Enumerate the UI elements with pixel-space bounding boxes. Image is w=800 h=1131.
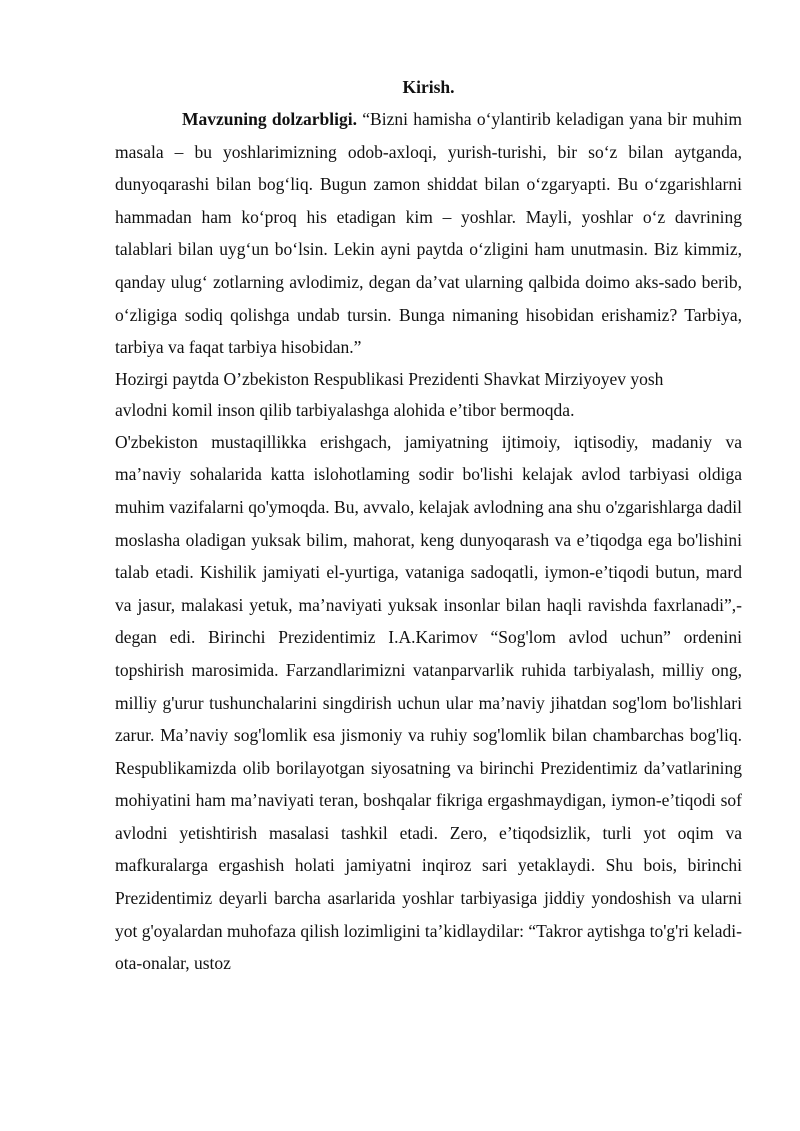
paragraph-independence: O'zbekiston mustaqillikka erishgach, jamiyatning ijtimoiy, iqtisodiy, madaniy va ma’naviy sohalarida katta islohotlaming sodir bo'lishi kelajak avlod tarbiyasi oldiga muhim vazifalarni qo'ymoqda. Bu, avvalo, kelajak avlodning ana shu o'zgarishlarga dadil moslasha oladigan yuksak bilim, mahorat, keng dunyoqarash va e’tiqodga ega bo'lishini talab etadi. Kishilik jamiyati el-yurtiga, vataniga sadoqatli, iymon-e’tiqodi butun, mard va jasur, malakasi yetuk, ma’naviyati yuksak insonlar bilan haqli ravishda faxrlanadi”,-degan edi. Birinchi Prezidentimiz I.A.Karimov “Sog'lom avlod uchun” ordenini topshirish marosimida. Farzandlarimizni vatanparvarlik ruhida tarbiyalash, milliy ong, milliy g'urur tushunchalarini singdirish uchun ular ma’naviy jihatdan sog'lom bo'lishlari zarur. Ma’naviy sog'lomlik esa jismoniy va ruhiy sog'lomlik bilan chambarchas bog'liq. Respublikamizda olib borilayotgan siyosatning va birinchi Prezidentimiz da’vatlarining mohiyatini ham ma’naviyati teran, boshqalar fikriga ergashmaydigan, iymon-e’tiqodi sof avlodni yetishtirish masalasi tashkil etadi. Zero, e’tiqodsizlik, turli yot oqim va mafkuralarga ergashish holati jamiyatni inqiroz sari yetaklaydi. Shu bois, birinchi Prezidentimiz deyarli barcha asarlarida yoshlar tarbiyasiga jiddiy yondoshish va ularni yot g'oyalardan muhofaza qilish lozimligini ta’kidlaydilar: “Takror aytishga to'g'ri keladi-ota-onalar, ustoz [115, 431, 742, 974]
paragraph-president-line-1: Hozirgi paytda O’zbekiston Respublikasi Prezidenti Shavkat Mirziyoyev yosh [115, 368, 664, 389]
intro-lead-heading: Mavzuning dolzarbligi. [182, 109, 357, 129]
paragraph-president-line-2: avlodni komil inson qilib tarbiyalashga alohida e’tibor bermoqda. [115, 399, 575, 420]
intro-paragraph [115, 103, 742, 364]
document-page [115, 72, 742, 980]
document-title: Kirish. [402, 77, 455, 97]
paragraph-president [115, 364, 742, 426]
intro-quote: “Bizni hamisha oʻylantirib keladigan yana bir muhim masala – bu yoshlarimizning odob-axloqi, yurish-turishi, bir soʻz bilan aytganda, dunyoqarashi bilan bogʻliq. Bugun zamon shiddat bilan oʻzgaryapti. Bu oʻzgarishlarni hammadan ham koʻproq his etadigan kim – yoshlar. Mayli, yoshlar oʻz davrining talablari bilan uygʻun boʻlsin. Lekin ayni paytda oʻzligini ham unutmasin. Biz kimmiz, qanday ulugʻ zotlarning avlodimiz, degan da’vat ularning qalbida doimo aks-sado berib, oʻzligiga sodiq qolishga undab tursin. Bunga nimaning hisobidan erishamiz? Tarbiya, tarbiya va faqat tarbiya hisobidan.” [115, 109, 742, 358]
